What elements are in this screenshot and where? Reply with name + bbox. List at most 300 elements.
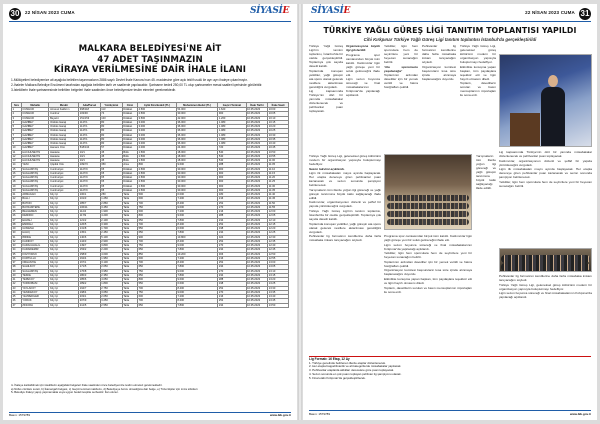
table-cell: 10.800	[176, 235, 217, 239]
table-cell: 2.500	[137, 112, 176, 116]
table-cell: Cumhuriyet	[49, 167, 79, 171]
table-cell: 46	[12, 299, 22, 303]
table-cell: 4.050	[100, 278, 122, 282]
table-cell: 1127/9	[79, 184, 101, 188]
announcement-title	[9, 44, 291, 76]
table-cell: 1.080	[218, 125, 246, 129]
table-cell: 38	[12, 265, 22, 269]
table-cell: Dükkan	[122, 129, 137, 133]
table-cell: 30	[12, 231, 22, 235]
table-cell: BATKIN	[21, 201, 49, 205]
table-cell: Tarla	[122, 282, 137, 286]
table-cell: Dükkan	[122, 184, 137, 188]
table-header-cell: Geçici Teminat	[218, 103, 246, 108]
table-cell: 36.000	[176, 125, 217, 129]
table-cell: 13:20	[268, 278, 289, 282]
table-cell: 11:05	[268, 163, 289, 167]
table-cell: 189/2	[79, 282, 101, 286]
table-cell: 3.000	[137, 129, 176, 133]
table-cell: 1	[12, 108, 22, 112]
table-cell: YÖRÜK	[21, 299, 49, 303]
table-cell: Dükkan	[122, 112, 137, 116]
table-cell: 10:00	[268, 108, 289, 112]
table-cell: 650	[137, 218, 176, 222]
table-cell: 39	[12, 269, 22, 273]
table-cell: 10.05.2023	[246, 176, 268, 180]
article-paragraph: Programa spor camiasından birçok isim katıldı. Katılımcılar ligin yağlı güreşe yeni bir soluk getireceğini ifade etti.	[384, 234, 472, 242]
header-rule	[9, 21, 291, 22]
table-cell: 1.080	[218, 120, 246, 124]
table-cell: Köy İçi	[49, 265, 79, 269]
page-number: 30	[10, 9, 20, 18]
table-cell: 10.05.2023	[246, 244, 268, 248]
table-cell: 12:55	[268, 256, 289, 260]
table-cell: Beyazıt	[49, 116, 79, 120]
table-cell: 900	[218, 112, 246, 116]
table-cell: 176/8	[79, 269, 101, 273]
table-cell: 700	[137, 261, 176, 265]
article-paragraph: Ligin sezon boyunca süreceği ve final müsabakalarının Kırkpınar'da yapılacağı açıklandı.	[499, 291, 592, 300]
table-cell: 3.100	[100, 261, 122, 265]
table-cell: 194/7	[79, 286, 101, 290]
table-cell: 5.100	[100, 235, 122, 239]
table-cell: HALIÇ	[21, 231, 49, 235]
table-cell: 600	[137, 256, 176, 260]
table-cell: 149/7	[79, 244, 101, 248]
table-cell: 7.800	[176, 231, 217, 235]
table-cell: Köy İçi	[49, 299, 79, 303]
table-cell: 4.500	[137, 108, 176, 112]
table-cell: 10.05.2023	[246, 273, 268, 277]
table-cell: 37	[12, 261, 22, 265]
table-cell: Tarla	[122, 235, 137, 239]
table-cell: 550	[137, 227, 176, 231]
table-cell: 2.750	[100, 286, 122, 290]
article-column-8	[476, 154, 496, 350]
table-cell: 43	[12, 286, 22, 290]
table-cell: 20	[12, 188, 22, 192]
table-cell: 47	[12, 303, 22, 307]
table-cell: 600	[137, 295, 176, 299]
table-cell: Tarla	[122, 265, 137, 269]
article-headline: TÜRKİYE YAĞLI GÜREŞ LİGİ TANITIM TOPLANTISI YAPILDI	[323, 26, 577, 35]
table-cell: Köy İçi	[49, 227, 79, 231]
table-cell: 212/5	[79, 303, 101, 307]
table-cell: 8.400	[176, 286, 217, 290]
table-cell: 162/4	[79, 256, 101, 260]
article-paragraph: Ligin ilk müsabakaları mayıs ayında başlayacak. Her etapta dereceye giren pehlivanlar puan kazanacak ve sezon sonunda şampiyon belirlenecek.	[309, 171, 381, 188]
table-cell: Dükkan	[122, 137, 137, 141]
table-cell: 540	[218, 150, 246, 154]
table-cell: 10.05.2023	[246, 108, 268, 112]
table-header-cell: Ada/Parsel	[79, 103, 101, 108]
table-cell: 234	[218, 248, 246, 252]
article-paragraph: Pehlivanlar lig formatının kendilerine daha fazla müsabaka imkanı tanıyacağını söyledi.	[309, 234, 381, 243]
table-cell: 10.05.2023	[246, 261, 268, 265]
league-info-box	[309, 356, 591, 406]
table-cell: 10.05.2023	[246, 248, 268, 252]
table-cell: 13:10	[268, 269, 289, 273]
table-cell: 216	[218, 256, 246, 260]
table-cell: 10.05.2023	[246, 137, 268, 141]
table-cell: Dükkan	[122, 133, 137, 137]
table-cell: 36.000	[176, 137, 217, 141]
table-cell: 10.05.2023	[246, 193, 268, 197]
table-cell: 8.400	[176, 239, 217, 243]
article-paragraph: Yetkililer, ligin hem sporculara hem de seyircilere yeni bir heyecan sunacağını belirtti.	[384, 251, 472, 260]
table-cell: 100/1	[79, 193, 101, 197]
issue-date: 22 NİSAN 2023 CUMA	[525, 10, 575, 15]
table-cell: 10.05.2023	[246, 154, 268, 158]
audience-row	[387, 203, 469, 209]
table-cell: ORHANİYE	[21, 261, 49, 265]
table-cell: 900	[218, 180, 246, 184]
table-cell: 18.000	[176, 159, 217, 163]
table-cell: 3.500	[137, 116, 176, 120]
table-cell: 8.400	[176, 222, 217, 226]
table-cell: 171/5	[79, 265, 101, 269]
table-cell: Hastane	[49, 154, 79, 158]
table-cell: 2.500	[137, 188, 176, 192]
info-box-item: 5. Final etabı Kırkpınar'da gerçekleştirilecek.	[309, 375, 366, 380]
table-cell: Tarla	[122, 222, 137, 226]
table-cell: 2.450	[100, 231, 122, 235]
table-cell: 11:25	[268, 180, 289, 184]
table-cell: 45	[100, 150, 122, 154]
table-cell: 80	[100, 129, 122, 133]
table-cell: 650	[137, 273, 176, 277]
article-column-5	[460, 44, 496, 152]
announcement-title-line: MALKARA BELEDİYESİ'NE AİT	[78, 44, 222, 54]
article-column-6	[309, 154, 381, 350]
article-paragraph: Toplantı, davetlilerin soruları ve basın mensuplarının röportajları ile sona erdi.	[384, 285, 472, 294]
table-cell: 650	[137, 231, 176, 235]
table-cell: Tarla	[122, 239, 137, 243]
table-cell: 9.600	[176, 163, 217, 167]
article-subtitle: Cihi Kırkpınar Türkiye Yağlı Güreş Ligi tanıtım toplantısı İstanbul'da gerçekleştirildi	[363, 37, 537, 42]
table-cell: 1.080	[218, 133, 246, 137]
table-cell: 42.000	[176, 116, 217, 120]
table-cell: KADIKÖY	[21, 239, 49, 243]
table-cell: 10/1	[79, 159, 101, 163]
table-cell: 1147/1	[79, 137, 101, 141]
table-cell: 18.000	[176, 154, 217, 158]
table-cell: 185/6	[79, 278, 101, 282]
table-cell: Köy İçi	[49, 193, 79, 197]
table-cell: Tarla	[122, 210, 137, 214]
audience-row	[501, 255, 590, 263]
table-cell: 10.05.2023	[246, 116, 268, 120]
table-cell: 11	[12, 150, 22, 154]
table-cell: 8	[12, 137, 22, 141]
table-cell: 21	[12, 193, 22, 197]
table-cell: 1.500	[137, 154, 176, 158]
table-cell: 12:15	[268, 222, 289, 226]
table-cell: 41	[12, 278, 22, 282]
table-cell: 45	[12, 295, 22, 299]
article-column-3	[384, 44, 418, 152]
table-cell: 12:35	[268, 239, 289, 243]
table-cell: 500	[137, 193, 176, 197]
table-cell: Dükkan	[122, 108, 137, 112]
table-cell: 10.05.2023	[246, 299, 268, 303]
intro-paragraph: 1-Mülkiyetleri belediyemize ait aşağıda belirtilen taşınmazların 2886 sayılı Devlet İhale Kanunu'nun 45. maddesine göre açık teklif usulü ile ayrı ayrı ihaleye çıkarılmıştır.	[11, 78, 248, 82]
table-cell: SAĞLAMTAŞ	[21, 184, 49, 188]
table-cell: 36	[12, 256, 22, 260]
table-cell: 3.000	[137, 142, 176, 146]
table-cell: 9.000	[176, 269, 217, 273]
table-cell: Tarla	[122, 214, 137, 218]
table-cell: 10.05.2023	[246, 227, 268, 231]
table-cell: 900	[218, 176, 246, 180]
table-cell: 65	[100, 176, 122, 180]
table-cell: 10.05.2023	[246, 112, 268, 116]
table-cell: 10.05.2023	[246, 286, 268, 290]
table-cell: 33	[12, 244, 22, 248]
table-cell: Köy İçi	[49, 278, 79, 282]
table-cell: 1.500	[137, 150, 176, 154]
table-cell: 306	[218, 252, 246, 256]
article-highlight: 'Ata sporumuzu yaşatacağız'	[384, 64, 418, 73]
table-cell: KOZYÖRÜK	[21, 252, 49, 256]
table-cell: 234	[218, 303, 246, 307]
table-cell: 3.000	[137, 137, 176, 141]
table-header-cell: Cinsi	[122, 103, 137, 108]
table-cell: Dükkan	[122, 167, 137, 171]
table-cell: 10:50	[268, 150, 289, 154]
table-cell: 2.000	[137, 146, 176, 150]
table-cell: 234	[218, 273, 246, 277]
table-cell: 1.250	[100, 197, 122, 201]
table-cell: 234	[218, 218, 246, 222]
table-cell: Otobüs Garajı	[49, 120, 79, 124]
table-cell: 1147/1	[79, 125, 101, 129]
table-cell: 45	[100, 159, 122, 163]
table-cell: Köy İçi	[49, 244, 79, 248]
table-cell: 13:05	[268, 265, 289, 269]
article-paragraph: Yarışmaların tüm illerde yoğun ilgi göreceği ve yağlı güreşin tanıtımına büyük katkı sağlayacağı ifade edildi.	[309, 187, 381, 200]
table-header-cell: Aylık Kira Bedeli (TL)	[137, 103, 176, 108]
article-paragraph: Toplantıda konuşan yetkililer, yağlı güreşin ata sporu olarak gelecek nesillere aktarılması gerektiğini vurguladı.	[309, 68, 343, 89]
table-cell: 9.000	[176, 244, 217, 248]
table-cell: Cumhuriyet	[49, 171, 79, 175]
table-cell: 103/93	[79, 112, 101, 116]
table-cell: 252	[218, 222, 246, 226]
table-cell: 13:35	[268, 290, 289, 294]
table-cell: 288	[218, 163, 246, 167]
table-cell: 13:25	[268, 282, 289, 286]
footer-website: www.bik.gov.tr	[569, 412, 591, 416]
table-cell: SAĞLAMTAŞ	[21, 269, 49, 273]
table-cell: 40	[12, 273, 22, 277]
table-cell: 7.200	[176, 256, 217, 260]
table-cell: 12:05	[268, 214, 289, 218]
table-cell: 12:00	[268, 210, 289, 214]
table-cell: 30.000	[176, 188, 217, 192]
table-cell: 34	[12, 248, 22, 252]
table-cell: 65	[100, 188, 122, 192]
table-cell: 65	[100, 184, 122, 188]
table-cell: 65	[100, 171, 122, 175]
speaker-photo	[499, 54, 592, 147]
table-cell: 12:45	[268, 248, 289, 252]
table-cell: 36.000	[176, 129, 217, 133]
table-cell: 216	[218, 210, 246, 214]
table-cell: 2	[12, 112, 22, 116]
table-cell: 800	[137, 163, 176, 167]
table-cell: 10:25	[268, 129, 289, 133]
table-cell: 11:10	[268, 167, 289, 171]
table-cell: Dükkan	[122, 116, 137, 120]
table-cell: 153/2	[79, 248, 101, 252]
table-cell: SAĞLAMTAŞ	[21, 167, 49, 171]
table-cell: 252	[218, 261, 246, 265]
table-cell: KARACAHALİL	[21, 244, 49, 248]
article-paragraph: Pehlivanlar lig formatının kendilerine daha fazla müsabaka imkanı tanıyacağını söyledi.	[422, 44, 456, 64]
table-cell: 3.000	[137, 125, 176, 129]
table-cell: 750	[137, 244, 176, 248]
table-cell: ARMAĞAN	[21, 193, 49, 197]
table-cell: 198/4	[79, 290, 101, 294]
info-box-item: 4. Sezon sonunda en çok puanı toplayan pehlivan lig şampiyonu olacak.	[309, 371, 402, 376]
table-cell: 700	[137, 299, 176, 303]
table-cell: 1147/1	[79, 142, 101, 146]
table-cell: 23	[12, 201, 22, 205]
table-cell: Dükkan	[122, 171, 137, 175]
table-cell: 203/1	[79, 295, 101, 299]
table-cell: 207/9	[79, 299, 101, 303]
table-cell: 10.05.2023	[246, 133, 268, 137]
table-cell: 1.700	[100, 227, 122, 231]
table-cell: 30.000	[176, 176, 217, 180]
table-header-cell: Muhammen Bedel (TL)	[176, 103, 217, 108]
table-cell: 11:30	[268, 184, 289, 188]
table-cell: Köy İçi	[49, 273, 79, 277]
table-cell: 2.050	[100, 295, 122, 299]
table-cell: 10:15	[268, 120, 289, 124]
info-box-item: 1. Türkiye genelinde belirlenen illerde etaplar düzenlenecek.	[309, 360, 386, 365]
table-cell: 7.800	[176, 248, 217, 252]
article-highlight: Organizasyona büyük ilgi gösterildi.	[346, 44, 380, 52]
table-cell: 10.05.2023	[246, 295, 268, 299]
table-cell: 518/134	[79, 146, 101, 150]
table-cell: 2.550	[100, 303, 122, 307]
table-cell: Köy İçi	[49, 222, 79, 226]
table-cell: 80	[100, 125, 122, 129]
table-cell: 1127/9	[79, 188, 101, 192]
table-cell: YENİ	[21, 163, 49, 167]
table-cell: 45	[100, 154, 122, 158]
table-cell: 10:20	[268, 125, 289, 129]
table-cell: 10.05.2023	[246, 171, 268, 175]
table-cell: 252	[218, 299, 246, 303]
table-cell: HACIHUSEYİN	[21, 154, 49, 158]
table-cell: 24.000	[176, 146, 217, 150]
table-cell: Arnavut Kaldırım	[49, 108, 79, 112]
table-cell: 12	[12, 154, 22, 158]
table-cell: Köy İçi	[49, 205, 79, 209]
table-cell: 10.05.2023	[246, 129, 268, 133]
article-paragraph: Türkiye Yağlı Güreş Ligi'nin tanıtım toplantısı, İstanbul'da bir otelde gerçekleştirildi. Toplantıya çok sayıda davetli katıldı.	[309, 208, 381, 221]
article-paragraph: Programa spor camiasından birçok isim katıldı. Katılımcılar ligin yağlı güreşe yeni bir soluk getireceğini ifade etti.	[346, 52, 380, 77]
table-cell: 10.05.2023	[246, 146, 268, 150]
table-cell: 6.000	[176, 193, 217, 197]
article-paragraph: Toplantının ardından davetliler için bir yemek verildi ve hatıra fotoğrafları çekildi.	[384, 73, 418, 90]
article-column-4	[422, 44, 456, 152]
table-cell: 1147/1	[79, 120, 101, 124]
table-cell: 30.000	[176, 184, 217, 188]
table-cell: 900	[218, 171, 246, 175]
table-cell: Köy İçi	[49, 197, 79, 201]
left-page-header	[3, 4, 297, 24]
table-cell: 10.05.2023	[246, 303, 268, 307]
table-cell: KÜRTÜLLÜ	[21, 256, 49, 260]
article-paragraph: Pehlivanlar lig formatının kendilerine daha fazla müsabaka imkanı tanıyacağını söyledi.	[499, 274, 592, 282]
table-cell: 270	[218, 205, 246, 209]
table-cell: 900	[137, 235, 176, 239]
table-cell: 1127/9	[79, 180, 101, 184]
table-cell: BELGEMEN	[21, 210, 49, 214]
announcement-notes	[11, 384, 289, 395]
table-cell: TEPEKÖY	[21, 278, 49, 282]
table-cell: 1.080	[218, 129, 246, 133]
note-paragraph: a) Nüfus cüzdanı sureti, b) İkametgah belgesi, c) Geçici teminat makbuzu, d) Belediyeye borcu olmadığına dair belge, e) Tüzel kişiler için imza sirküleri.	[11, 386, 199, 391]
table-cell: Otobüs Garajı	[49, 142, 79, 146]
table-cell: 15	[12, 167, 22, 171]
table-cell: 2.100	[100, 218, 122, 222]
table-cell: Köy İçi	[49, 290, 79, 294]
table-header-cell: İhale Tarihi	[246, 103, 268, 108]
table-cell: 3.000	[137, 120, 176, 124]
table-cell: 7	[12, 133, 22, 137]
table-cell: 1.260	[218, 116, 246, 120]
table-cell: 198	[218, 282, 246, 286]
table-cell: BALLI	[21, 197, 49, 201]
table-cell: Dükkan	[122, 120, 137, 124]
press-code: Basın: 1579789	[9, 413, 31, 417]
table-cell: Tarla	[122, 231, 137, 235]
table-cell: 10:10	[268, 116, 289, 120]
table-cell: 158/9	[79, 252, 101, 256]
table-cell: 13	[12, 159, 22, 163]
table-cell: 1.800	[100, 282, 122, 286]
article-paragraph: Toplantıda konuşan yetkililer, yağlı güreşin ata sporu olarak gelecek nesillere aktarılması gerektiğini vurguladı.	[309, 221, 381, 234]
table-cell: 10.05.2023	[246, 239, 268, 243]
table-cell: 12:50	[268, 252, 289, 256]
table-cell: Köy İçi	[49, 218, 79, 222]
article-paragraph: Ligin ilk müsabakaları mayıs ayında başlayacak. Her etapta dereceye giren pehlivanlar puan kazanacak ve sezon sonunda şampiyon belirlenecek.	[499, 167, 592, 180]
table-cell: 65	[100, 180, 122, 184]
table-cell: 32	[12, 239, 22, 243]
table-cell: 106/11	[79, 205, 101, 209]
table-cell: Hastane	[49, 150, 79, 154]
table-cell: 10.05.2023	[246, 142, 268, 146]
table-cell: 2.650	[100, 265, 122, 269]
table-cell: 19	[12, 184, 22, 188]
table-cell: 8.400	[176, 299, 217, 303]
table-cell: Köy İçi	[49, 303, 79, 307]
table-cell: 30.000	[176, 112, 217, 116]
table-cell: 10.05.2023	[246, 218, 268, 222]
table-cell: 22	[12, 197, 22, 201]
article-paragraph: Lig kapsamında Türkiye'nin dört bir yanında müsabakalar düzenlenecek ve pehlivanlar puan toplayacak.	[499, 150, 592, 158]
table-cell: 850	[137, 252, 176, 256]
table-cell: 10.05.2023	[246, 222, 268, 226]
property-table	[11, 102, 289, 308]
table-cell: SAĞLAMTAŞ	[21, 188, 49, 192]
table-cell: 10	[12, 146, 22, 150]
table-cell: 10.05.2023	[246, 163, 268, 167]
